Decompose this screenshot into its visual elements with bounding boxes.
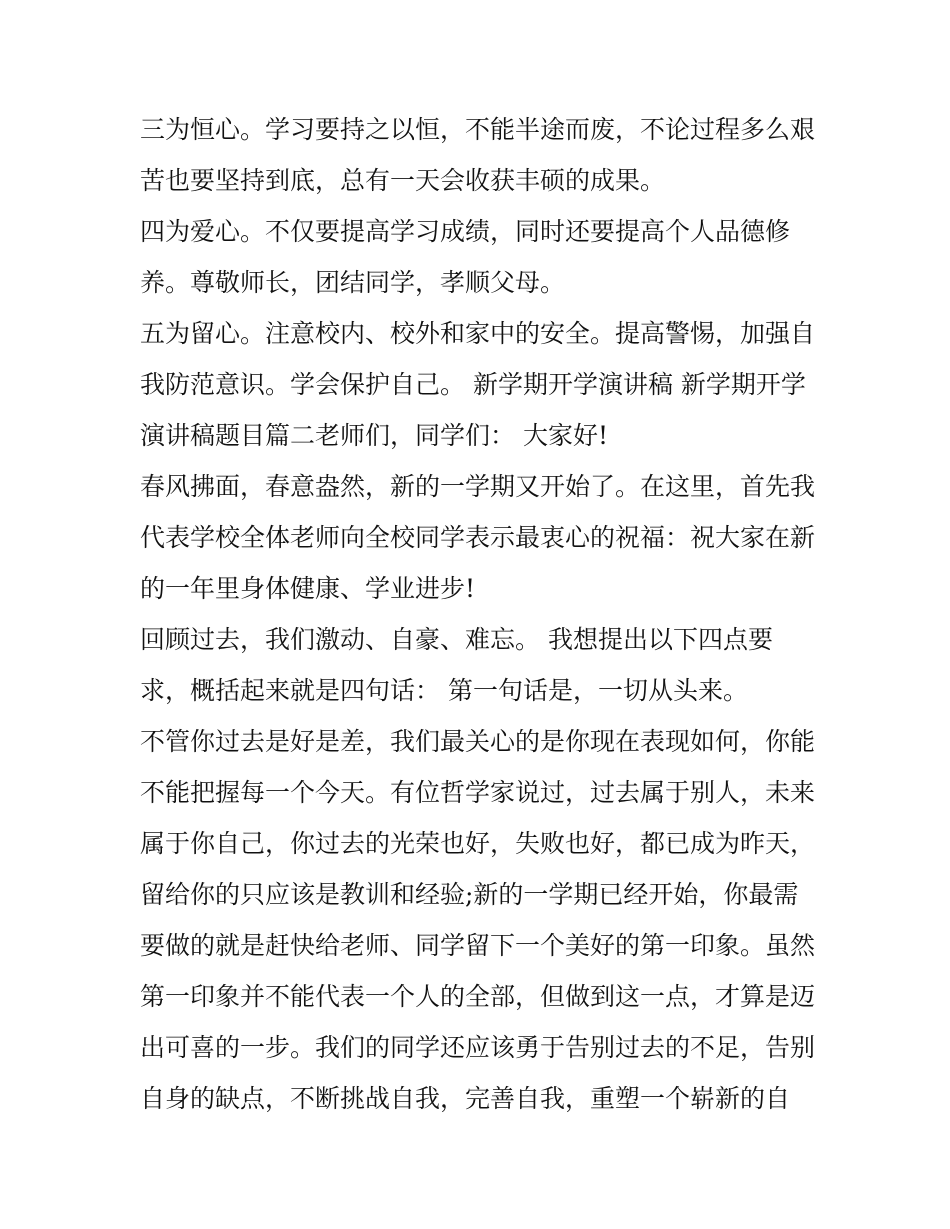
text-line: 的一年里身体健康、学业进步! [140, 574, 476, 603]
text-line: 春风拂面，春意盎然，新的一学期又开始了。在这里，首先我 [140, 472, 816, 501]
text-line: 我防范意识。学会保护自己。 新学期开学演讲稿 新学期开学 [140, 370, 806, 399]
text-line: 留给你的只应该是教训和经验;新的一学期已经开始，你最需 [140, 880, 799, 909]
text-line: 出可喜的一步。我们的同学还应该勇于告别过去的不足，告别 [140, 1033, 816, 1062]
text-line: 代表学校全体老师向全校同学表示最衷心的祝福：祝大家在新 [140, 523, 816, 552]
text-line: 求，概括起来就是四句话： 第一句话是，一切从头来。 [140, 676, 748, 705]
text-line: 不能把握每一个今天。有位哲学家说过，过去属于别人，未来 [140, 778, 816, 807]
text-line: 四为爱心。不仅要提高学习成绩，同时还要提高个人品德修 [140, 217, 791, 246]
text-line: 养。尊敬师长，团结同学，孝顺父母。 [140, 268, 566, 297]
body-text [140, 104, 830, 1124]
text-line: 自身的缺点，不断挑战自我，完善自我，重塑一个崭新的自 [140, 1084, 791, 1113]
text-line: 三为恒心。学习要持之以恒，不能半途而废，不论过程多么艰 [140, 115, 816, 144]
text-line: 回顾过去，我们激动、自豪、难忘。 我想提出以下四点要 [140, 625, 773, 654]
text-line: 属于你自己，你过去的光荣也好，失败也好，都已成为昨天， [140, 829, 816, 858]
text-line: 不管你过去是好是差，我们最关心的是你现在表现如何，你能 [140, 727, 816, 756]
text-line: 五为留心。注意校内、校外和家中的安全。提高警惕，加强自 [140, 319, 816, 348]
text-line: 要做的就是赶快给老师、同学留下一个美好的第一印象。虽然 [140, 931, 816, 960]
text-line: 苦也要坚持到底，总有一天会收获丰硕的成果。 [140, 166, 666, 195]
text-line: 演讲稿题目篇二老师们，同学们： 大家好! [140, 421, 608, 450]
text-line: 第一印象并不能代表一个人的全部，但做到这一点，才算是迈 [140, 982, 816, 1011]
